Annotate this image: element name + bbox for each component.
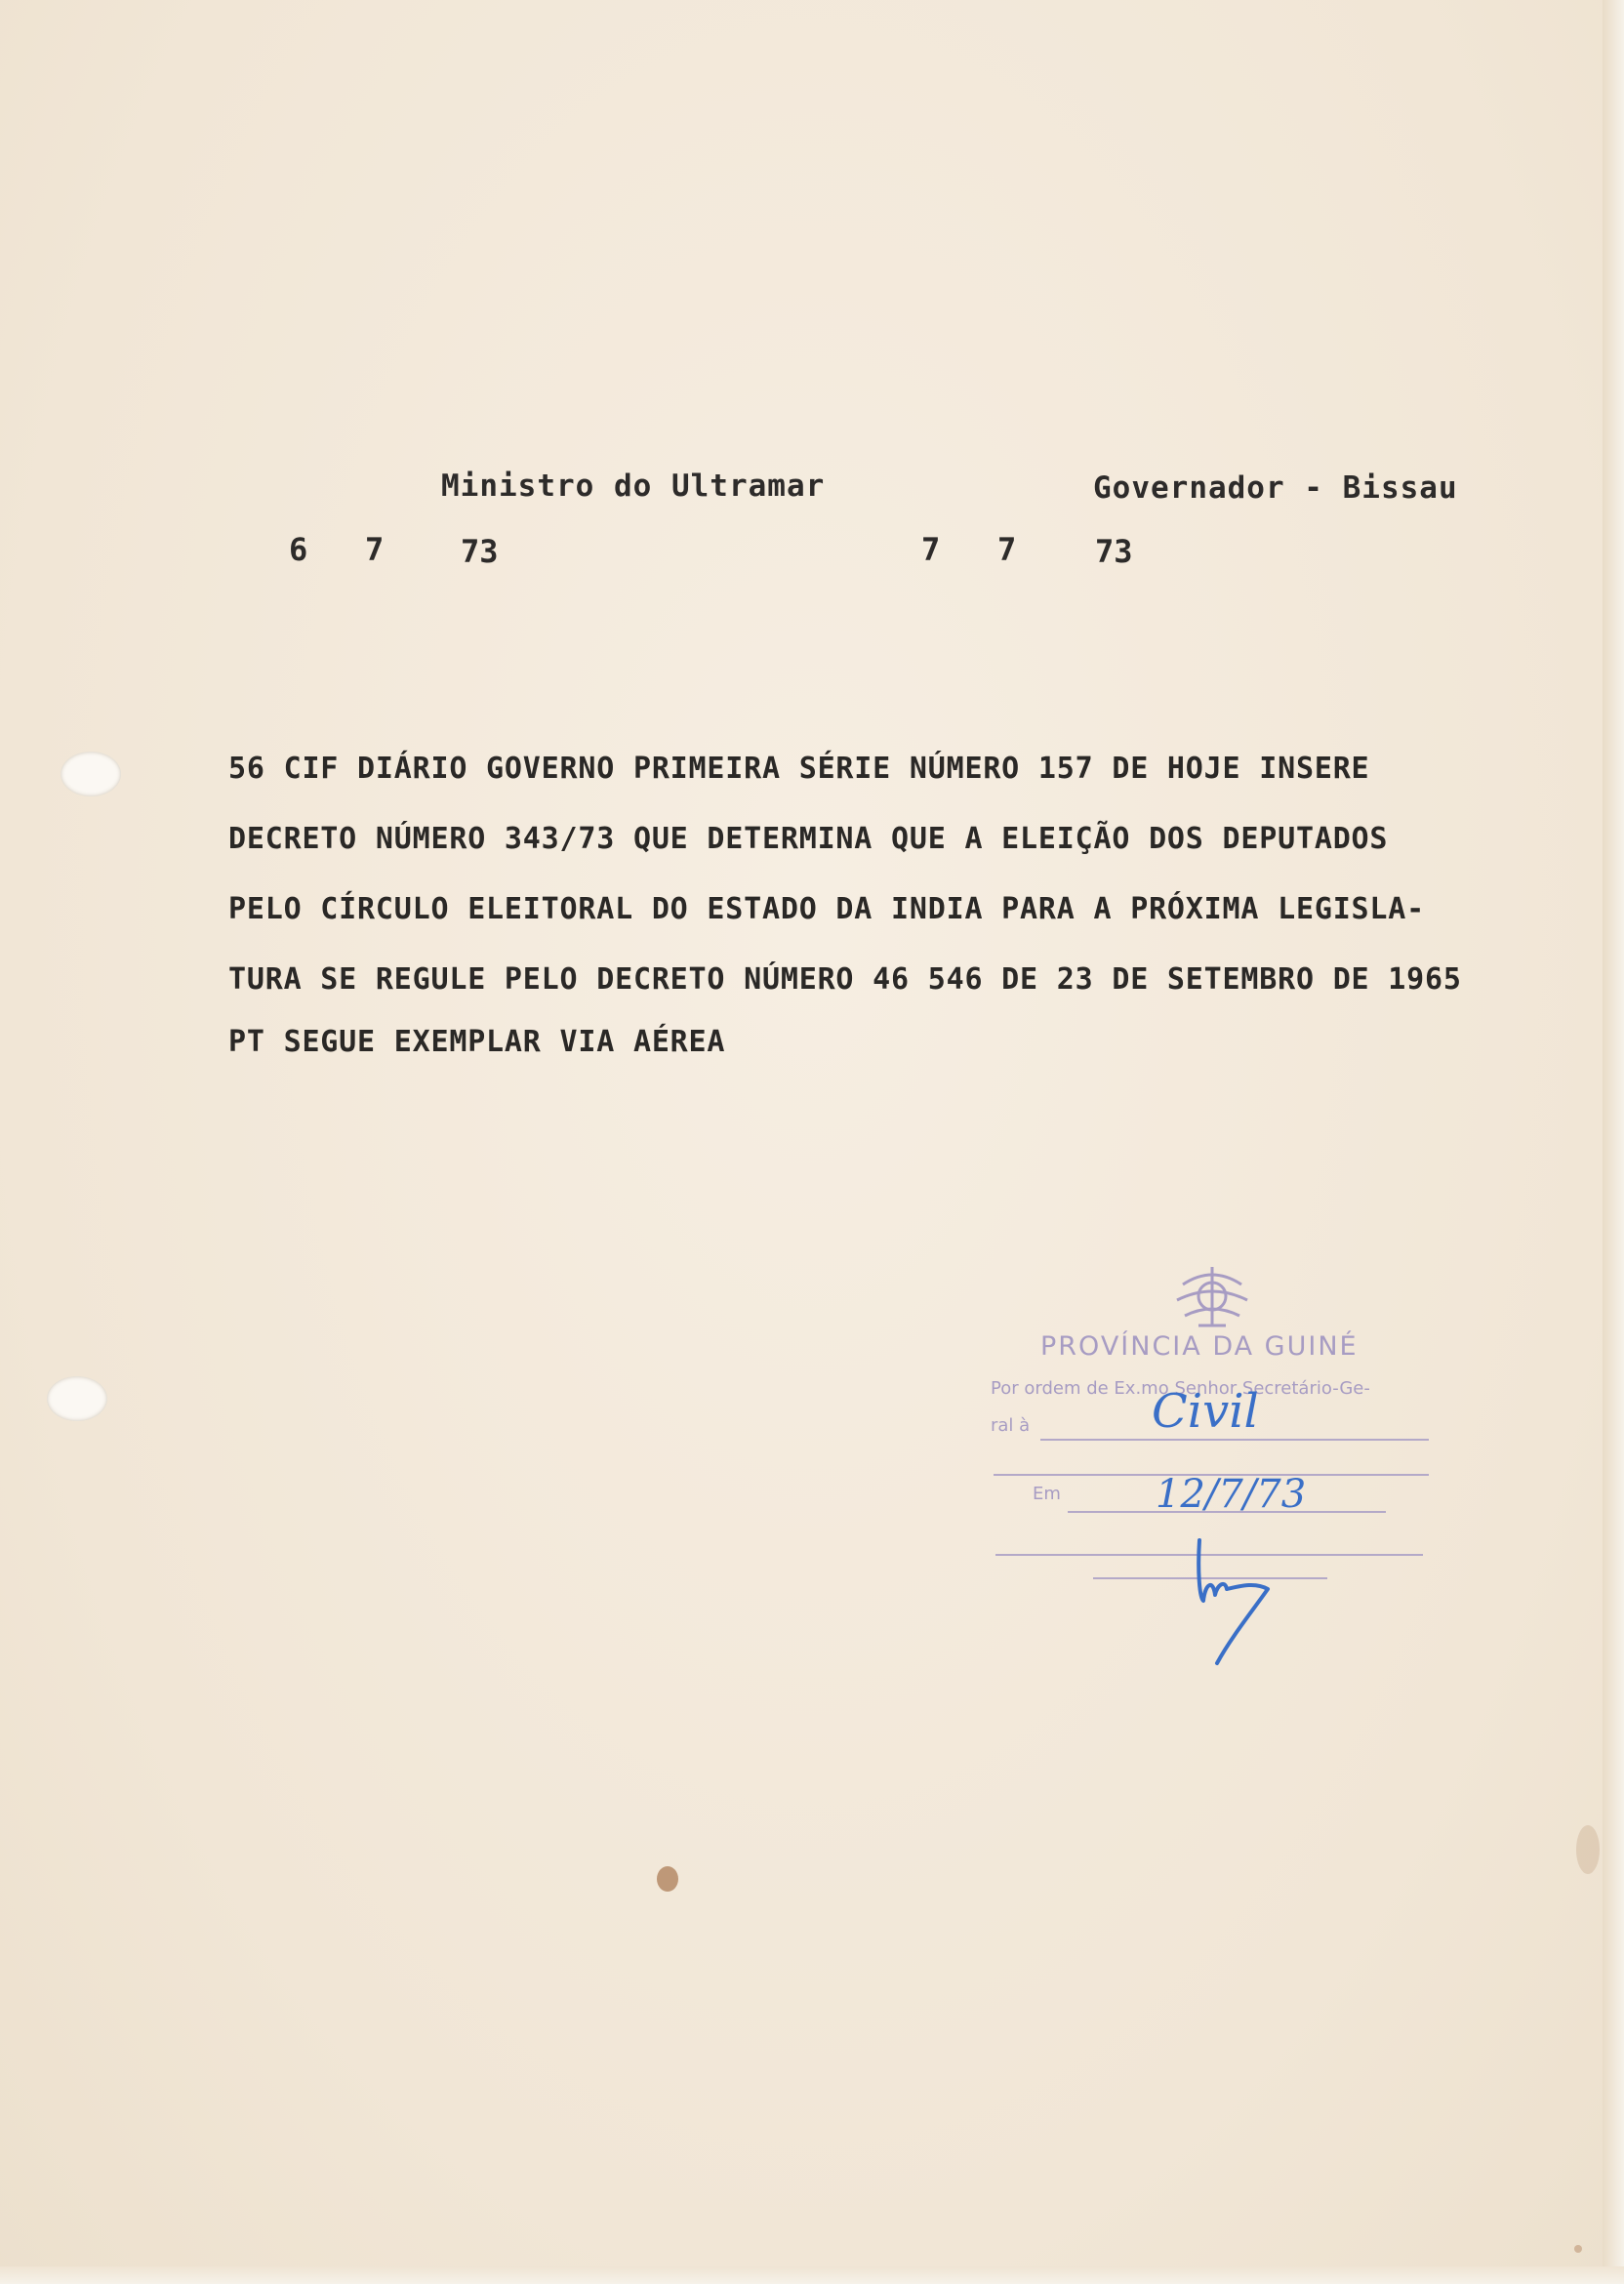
signature	[1186, 1530, 1313, 1669]
coat-of-arms-icon	[1163, 1261, 1261, 1333]
stamp-title: PROVÍNCIA DA GUINÉ	[1040, 1331, 1359, 1362]
sent-month: 7	[365, 531, 385, 568]
paper-edge	[0, 2266, 1624, 2284]
recipient: Governador - Bissau	[1093, 470, 1458, 506]
received-year: 73	[1095, 533, 1133, 570]
stain-spot	[657, 1866, 678, 1892]
message-line: 56 CIF DIÁRIO GOVERNO PRIMEIRA SÉRIE NÚMERO 157 DE HOJE INSERE	[228, 752, 1370, 786]
message-line: TURA SE REGULE PELO DECRETO NÚMERO 46 546 DE 23 DE SETEMBRO DE 1965	[228, 962, 1462, 997]
stamp-addressee-label: ral à	[991, 1415, 1031, 1436]
paper-edge	[1603, 0, 1624, 2284]
punch-hole	[61, 752, 121, 796]
sent-year: 73	[461, 533, 499, 570]
stain-spot	[1574, 2245, 1582, 2253]
handwritten-department: Civil	[1152, 1384, 1259, 1439]
message-line: PELO CÍRCULO ELEITORAL DO ESTADO DA INDIA PARA A PRÓXIMA LEGISLA-	[228, 892, 1425, 926]
handwritten-date: 12/7/73	[1156, 1472, 1307, 1517]
sent-day: 6	[289, 531, 308, 568]
punch-hole	[47, 1376, 107, 1421]
sender: Ministro do Ultramar	[441, 469, 826, 504]
stamp-date-label: Em	[1033, 1484, 1061, 1504]
stamp-order-line: Por ordem de Ex.mo Senhor Secretário-Ge-	[991, 1378, 1370, 1399]
message-line: DECRETO NÚMERO 343/73 QUE DETERMINA QUE A ELEIÇÃO DOS DEPUTADOS	[228, 822, 1389, 856]
stamp-rule	[1040, 1439, 1429, 1441]
message-line: PT SEGUE EXEMPLAR VIA AÉREA	[228, 1025, 726, 1059]
received-month: 7	[997, 531, 1017, 568]
received-day: 7	[921, 531, 941, 568]
stain-spot	[1576, 1825, 1600, 1874]
